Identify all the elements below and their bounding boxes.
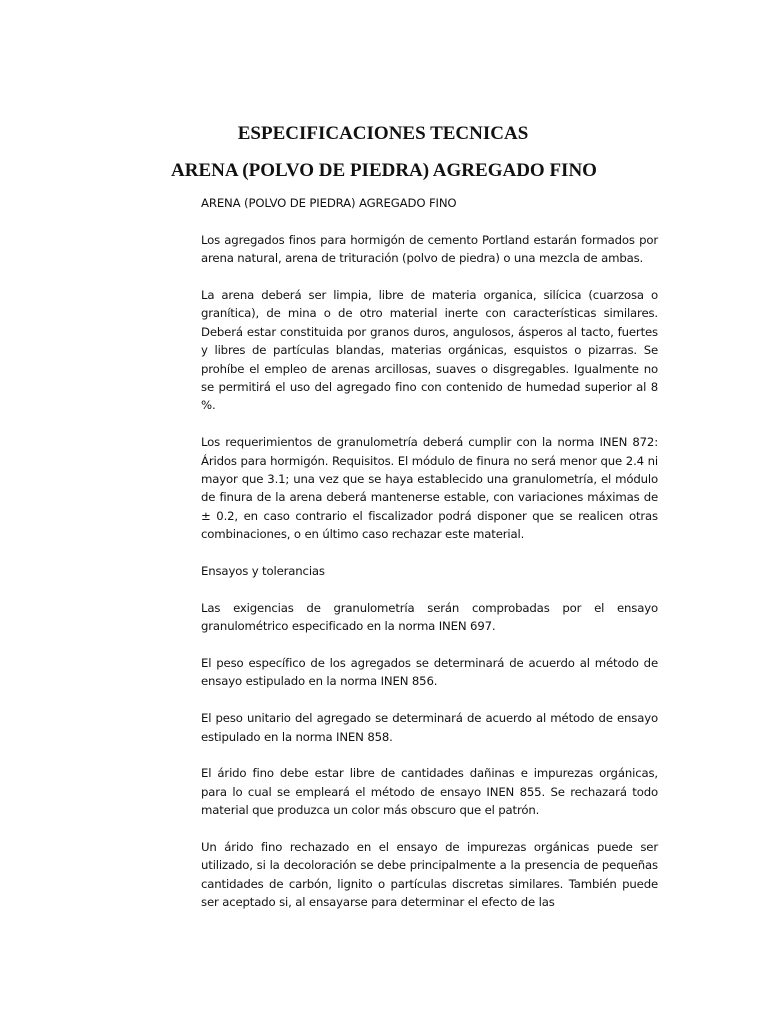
paragraph-granulometry-test: Las exigencias de granulometría serán comprobadas por el ensayo granulométrico especificado en la norma INEN 697. <box>201 600 658 634</box>
paragraph-specific-weight: El peso específico de los agregados se determinará de acuerdo al método de ensayo estipulado en la norma INEN 856. <box>201 656 658 689</box>
document-subtitle: ARENA (POLVO DE PIEDRA) AGREGADO FINO <box>171 160 597 181</box>
document-title-text: ESPECIFICACIONES TECNICAS <box>237 123 529 144</box>
paragraph-granulometry: Los requerimientos de granulometría deberá cumplir con la norma INEN 872: Áridos para hormigón. Requisitos. El módulo de finura no será menor que 2.4 ni mayor que 3.1; una vez que se haya establecido una granulometría, el módulo de finura de la arena deberá mantenerse estable, con variaciones máximas de ± 0.2, en caso contrario el fiscalizador podrá disponer que se realicen otras combinaciones, o en último caso rechazar este material. <box>201 435 658 542</box>
paragraph-requirements: La arena deberá ser limpia, libre de materia organica, silícica (cuarzosa o granítica), de mina o de otro material inerte con características similares. Deberá estar constituida por granos duros, angulosos, ásperos al tacto, fuertes y libres de partículas blandas, materias orgánicas, esquistos o pizarras. Se prohíbe el empleo de arenas arcillosas, suaves o disgregables. Igualmente no se permitirá el uso del agregado fino con contenido de humedad superior al 8 %. <box>201 288 658 413</box>
subsection-heading: Ensayos y tolerancias <box>201 564 325 579</box>
document-body <box>201 194 658 912</box>
paragraph-unit-weight: El peso unitario del agregado se determinará de acuerdo al método de ensayo estipulado en la norma INEN 858. <box>201 711 658 744</box>
document-title <box>0 122 768 146</box>
paragraph-organic-impurities: El árido fino debe estar libre de cantidades dañinas e impurezas orgánicas, para lo cual se empleará el método de ensayo INEN 855. Se rechazará todo material que produzca un color más obscuro que el patrón. <box>201 766 658 818</box>
paragraph-composition: Los agregados finos para hormigón de cemento Portland estarán formados por arena natural, arena de trituración (polvo de piedra) o una mezcla de ambas. <box>201 232 658 266</box>
section-heading: ARENA (POLVO DE PIEDRA) AGREGADO FINO <box>201 196 457 210</box>
paragraph-rejected-aggregate: Un árido fino rechazado en el ensayo de impurezas orgánicas puede ser utilizado, si la decoloración se debe principalmente a la presencia de pequeñas cantidades de carbón, lignito o partículas discretas similares. También puede ser aceptado si, al ensayarse para determinar el efecto de las <box>201 840 658 910</box>
